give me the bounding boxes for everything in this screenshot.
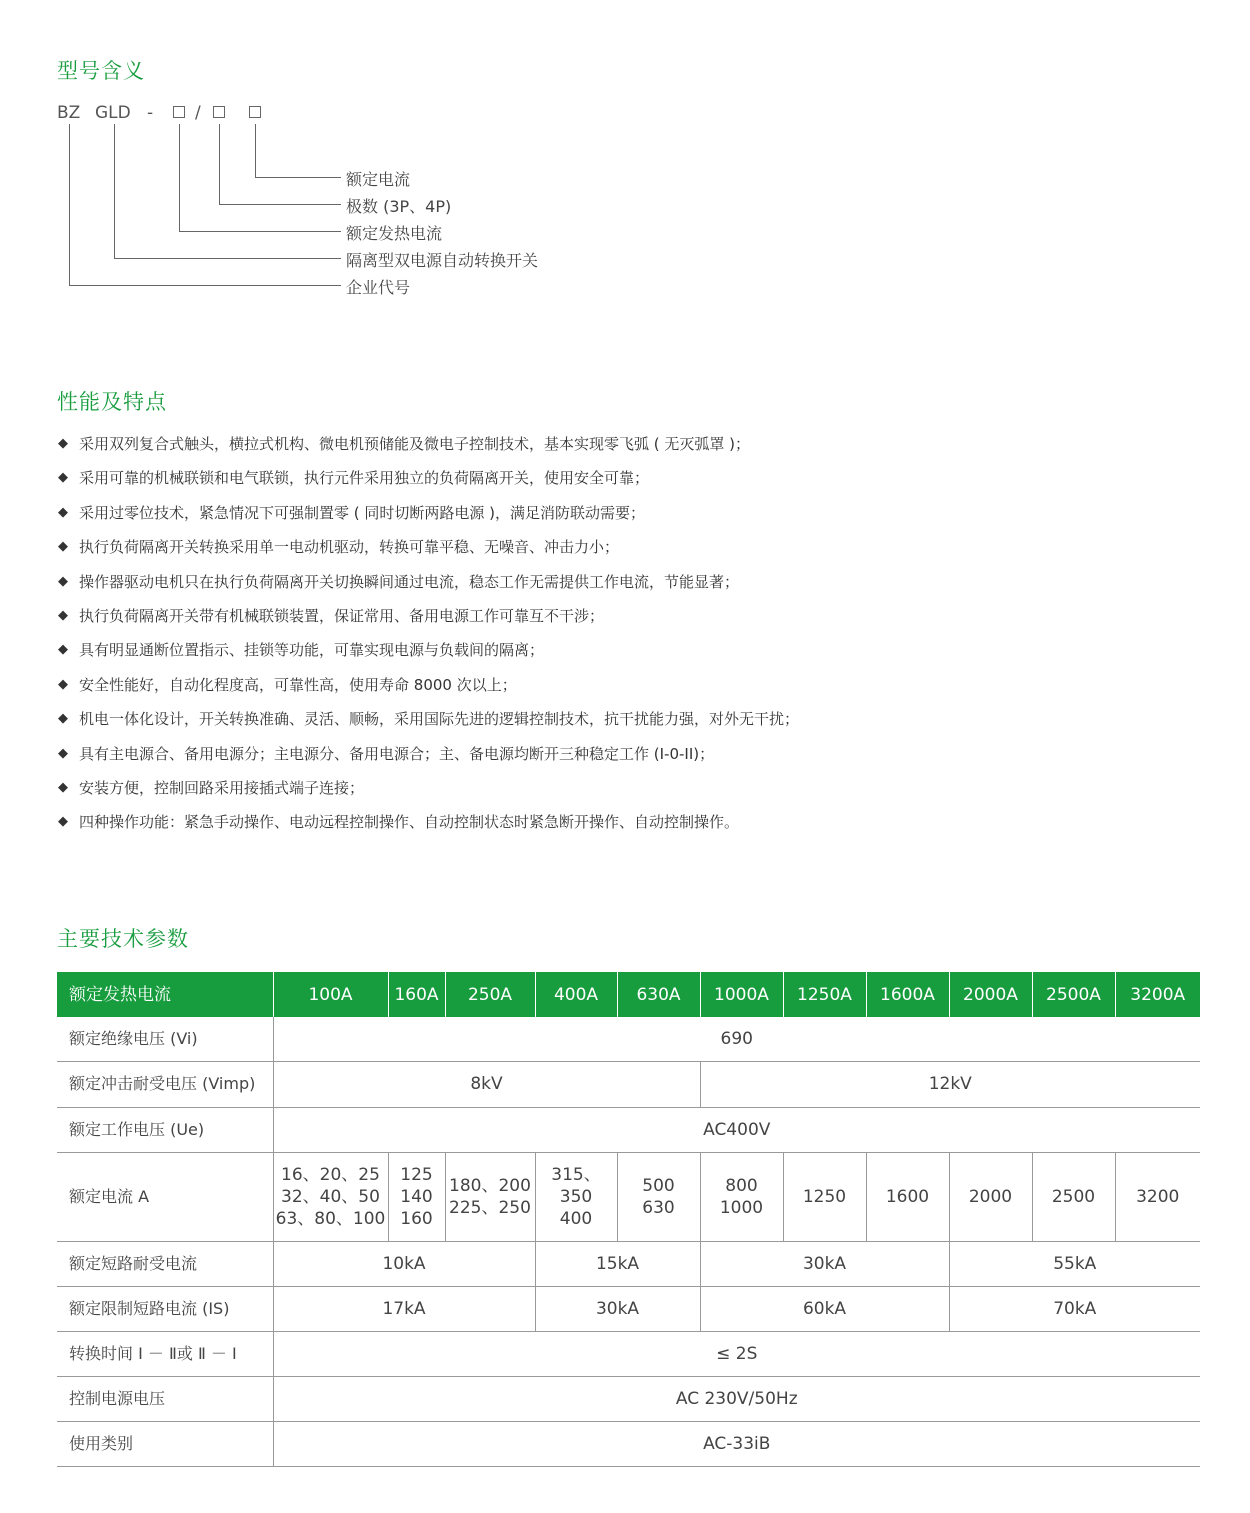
connector-line (114, 124, 115, 259)
cell-line: 63、80、100 (275, 1208, 386, 1229)
cell-line: 1000 (719, 1197, 764, 1218)
table-row (57, 1376, 1200, 1422)
legend-poles: 极数 (3P、4P) (346, 197, 452, 216)
legend-rated-current: 额定电流 (346, 170, 411, 189)
feature-item: ◆ 执行负荷隔离开关带有机械联锁装置，保证常用、备用电源工作可靠互不干涉； (58, 602, 1208, 636)
feature-item: ◆ 安装方便，控制回路采用接插式端子连接； (58, 774, 1208, 808)
table-row (57, 1331, 1200, 1376)
code-box-heating-current (173, 106, 185, 118)
row-label: 额定发热电流 (57, 972, 273, 1017)
table-cell: 690 (273, 1017, 1200, 1062)
table-row (57, 1286, 1200, 1331)
connector-line (255, 177, 341, 178)
header-cell: 1600A (866, 972, 949, 1017)
params-section-title: 主要技术参数 (57, 927, 189, 951)
connector-line (219, 124, 220, 205)
connector-line (255, 124, 256, 178)
row-label: 额定短路耐受电流 (57, 1241, 273, 1286)
table-row (57, 1152, 1200, 1241)
table-cell: 2000 (949, 1152, 1032, 1241)
table-cell: 1250 (783, 1152, 866, 1241)
model-section-title: 型号含义 (57, 59, 145, 83)
table-cell: 2500 (1032, 1152, 1115, 1241)
feature-item: ◆ 采用双列复合式触头，横拉式机构、微电机预储能及微电子控制技术，基本实现零飞弧 ( 无灭弧罩 )； (58, 430, 1208, 464)
table-row (57, 1107, 1200, 1152)
header-cell: 100A (273, 972, 388, 1017)
table-cell: 10kA (273, 1241, 535, 1286)
code-dash: - (147, 103, 154, 123)
connector-line (219, 204, 341, 205)
code-enterprise: BZ (57, 103, 81, 123)
table-cell: 12kV (700, 1062, 1200, 1108)
table-cell (617, 1152, 700, 1241)
header-cell: 1000A (700, 972, 783, 1017)
header-cell: 3200A (1115, 972, 1200, 1017)
header-cell: 2500A (1032, 972, 1115, 1017)
feature-item: ◆ 具有主电源合、备用电源分；主电源分、备用电源合；主、备电源均断开三种稳定工作 (I-0-II)； (58, 740, 1208, 774)
feature-item: ◆ 采用过零位技术，紧急情况下可强制置零 ( 同时切断两路电源 )，满足消防联动需要； (58, 499, 1208, 533)
cell-line: 315、350 (551, 1164, 601, 1207)
connector-line (179, 124, 180, 232)
table-cell: 3200 (1115, 1152, 1200, 1241)
header-cell: 400A (535, 972, 617, 1017)
table-cell (445, 1152, 535, 1241)
cell-line: 500 (642, 1175, 675, 1196)
table-cell (388, 1152, 445, 1241)
connector-line (114, 258, 341, 259)
table-cell: ≤ 2S (273, 1331, 1200, 1376)
features-section-title: 性能及特点 (57, 390, 167, 414)
header-cell: 630A (617, 972, 700, 1017)
code-box-poles (213, 106, 225, 118)
row-label: 转换时间 Ⅰ － Ⅱ或 Ⅱ － Ⅰ (57, 1331, 273, 1376)
code-type: GLD (95, 103, 131, 123)
row-label: 额定电流 A (57, 1152, 273, 1241)
feature-item: ◆ 采用可靠的机械联锁和电气联锁，执行元件采用独立的负荷隔离开关，使用安全可靠； (58, 464, 1208, 498)
legend-switch-type: 隔离型双电源自动转换开关 (346, 251, 539, 270)
cell-line: 160 (400, 1208, 433, 1229)
model-code-diagram (0, 0, 600, 310)
connector-line (69, 124, 70, 286)
table-cell: 70kA (949, 1286, 1200, 1331)
row-label: 额定限制短路电流 (IS) (57, 1286, 273, 1331)
cell-line: 225、250 (449, 1197, 531, 1218)
header-cell: 1250A (783, 972, 866, 1017)
feature-item: ◆ 操作器驱动电机只在执行负荷隔离开关切换瞬间通过电流，稳态工作无需提供工作电流，节能显著； (58, 568, 1208, 602)
table-row (57, 1241, 1200, 1286)
table-cell (535, 1152, 617, 1241)
table-cell: 60kA (700, 1286, 949, 1331)
table-cell: 55kA (949, 1241, 1200, 1286)
cell-line: 630 (642, 1197, 675, 1218)
cell-line: 140 (400, 1186, 433, 1207)
table-cell: 17kA (273, 1286, 535, 1331)
feature-item: ◆ 机电一体化设计，开关转换准确、灵活、顺畅，采用国际先进的逻辑控制技术，抗干扰能力强，对外无干扰； (58, 705, 1208, 739)
table-cell: 30kA (700, 1241, 949, 1286)
table-cell (700, 1152, 783, 1241)
connector-line (69, 285, 341, 286)
table-cell: 15kA (535, 1241, 700, 1286)
header-cell: 2000A (949, 972, 1032, 1017)
table-header-row (57, 972, 1200, 1017)
row-label: 额定冲击耐受电压 (Vimp) (57, 1062, 273, 1108)
row-label: 额定绝缘电压 (Vi) (57, 1017, 273, 1062)
cell-line: 180、200 (449, 1175, 531, 1196)
cell-line: 125 (400, 1164, 433, 1185)
feature-item: ◆ 四种操作功能：紧急手动操作、电动远程控制操作、自动控制状态时紧急断开操作、自动控制操作。 (58, 808, 1208, 842)
table-cell: AC400V (273, 1107, 1200, 1152)
table-cell: 8kV (273, 1062, 700, 1108)
table-cell: 1600 (866, 1152, 949, 1241)
table-cell: 30kA (535, 1286, 700, 1331)
feature-item: ◆ 执行负荷隔离开关转换采用单一电动机驱动，转换可靠平稳、无噪音、冲击力小； (58, 533, 1208, 567)
legend-heating-current: 额定发热电流 (346, 224, 443, 243)
connector-line (179, 231, 341, 232)
spec-table (57, 972, 1200, 1467)
code-slash: / (195, 103, 201, 123)
table-cell: AC-33iB (273, 1422, 1200, 1467)
feature-item: ◆ 具有明显通断位置指示、挂锁等功能，可靠实现电源与负载间的隔离； (58, 636, 1208, 670)
feature-item: ◆ 安全性能好，自动化程度高，可靠性高，使用寿命 8000 次以上； (58, 671, 1208, 705)
legend-enterprise-code: 企业代号 (346, 278, 411, 297)
header-cell: 160A (388, 972, 445, 1017)
table-row (57, 1017, 1200, 1062)
row-label: 额定工作电压 (Ue) (57, 1107, 273, 1152)
table-row (57, 1062, 1200, 1108)
code-box-rated-current (249, 106, 261, 118)
cell-line: 32、40、50 (281, 1186, 380, 1207)
row-label: 使用类别 (57, 1422, 273, 1467)
table-cell (273, 1152, 388, 1241)
table-row (57, 1422, 1200, 1467)
table-cell: AC 230V/50Hz (273, 1376, 1200, 1422)
cell-line: 400 (559, 1208, 593, 1229)
cell-line: 800 (725, 1175, 758, 1196)
feature-list (58, 430, 1208, 843)
header-cell: 250A (445, 972, 535, 1017)
cell-line: 16、20、25 (281, 1164, 380, 1185)
row-label: 控制电源电压 (57, 1376, 273, 1422)
